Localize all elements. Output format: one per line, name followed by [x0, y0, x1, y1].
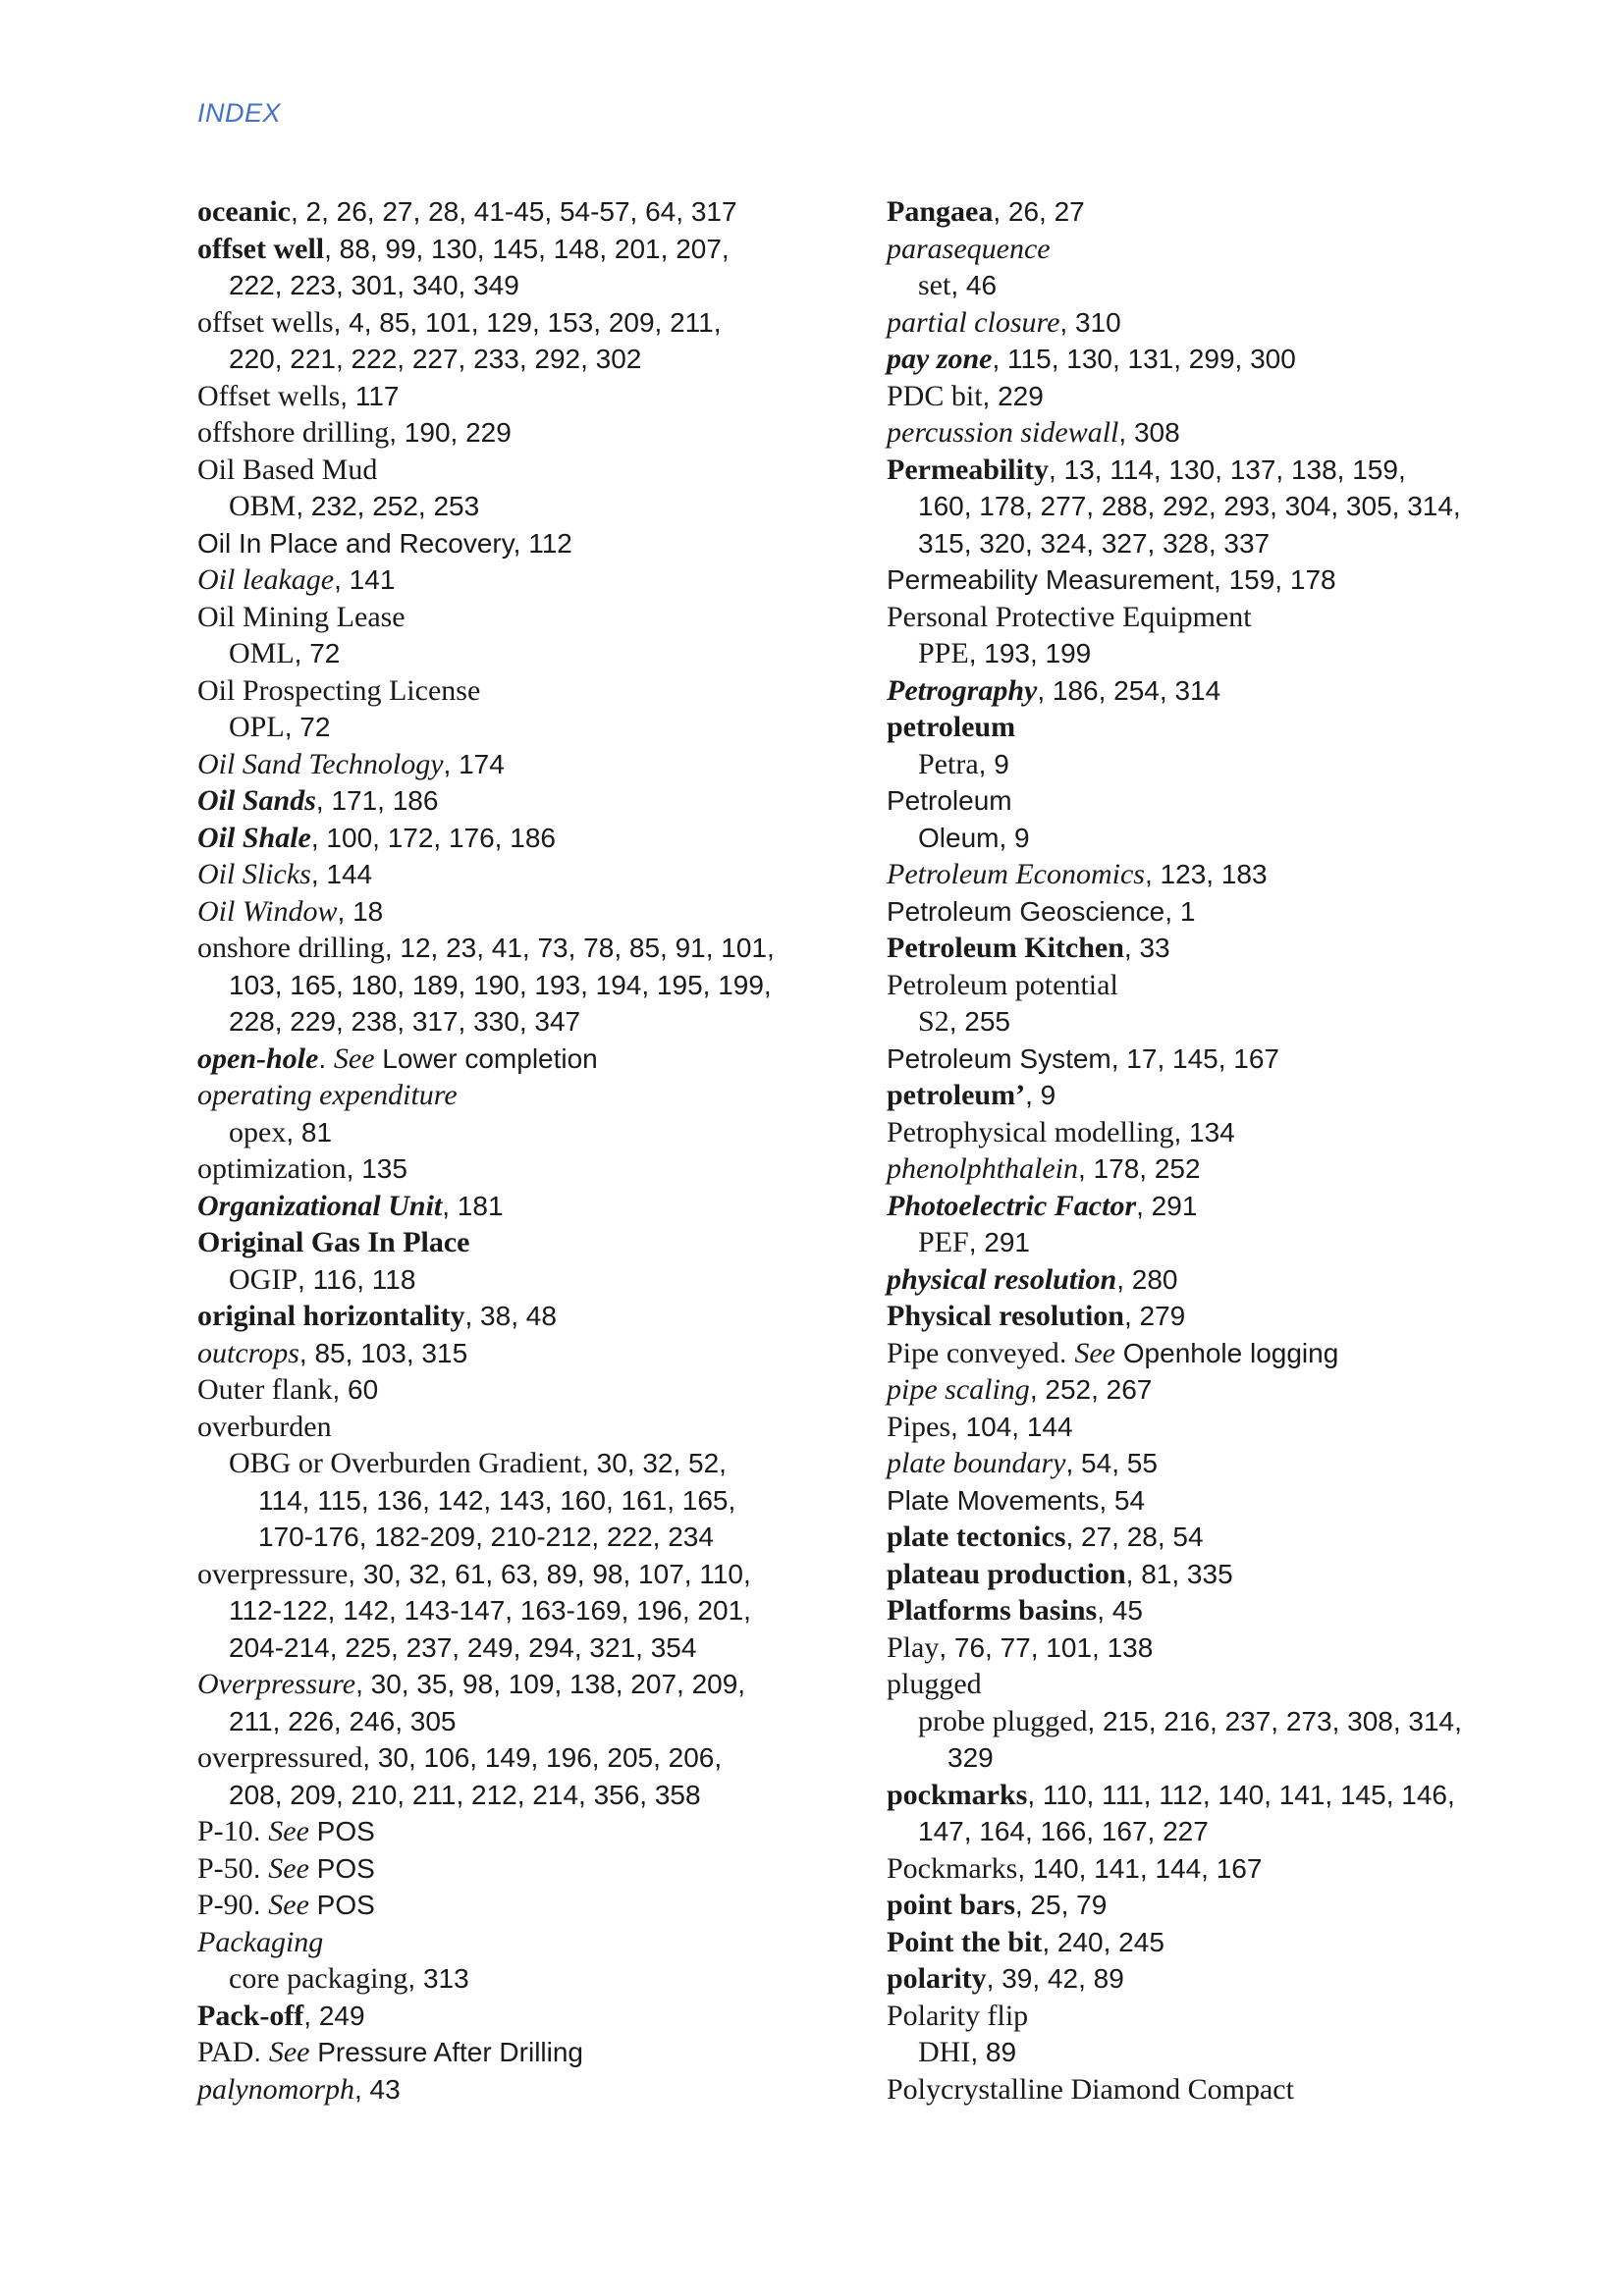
index-entry [887, 746, 1515, 783]
index-term: Photoelectric Factor [887, 1189, 1137, 1222]
index-entry [887, 820, 1515, 857]
page-locators: Lower completion [374, 1042, 598, 1074]
index-term: 204-214, 225, 237, 249, 294, 321, 354 [229, 1631, 697, 1663]
page-locators: , 159, 178 [1214, 564, 1336, 595]
index-term: PPE [918, 637, 969, 669]
index-entry [887, 378, 1515, 415]
page-locators: , 9 [978, 748, 1009, 779]
index-term: Petroleum Kitchen [887, 932, 1124, 964]
index-term: optimization [197, 1152, 347, 1185]
index-entry [197, 1371, 826, 1409]
index-term: S2 [918, 1005, 949, 1038]
index-term: OGIP [229, 1262, 298, 1296]
index-term: 208, 209, 210, 211, 212, 214, 356, 358 [229, 1779, 701, 1810]
index-entry [197, 1924, 826, 1961]
index-entry [197, 1077, 826, 1114]
index-term: Oleum [918, 822, 1000, 853]
index-entry [887, 1924, 1515, 1961]
index-term: offset well [197, 232, 325, 265]
index-entry [197, 1887, 826, 1924]
index-term: pockmarks [887, 1778, 1028, 1811]
page-locators: , 18 [337, 895, 384, 927]
page-locators: , 30, 106, 149, 196, 205, 206, [362, 1742, 723, 1773]
index-entry [197, 1777, 826, 1814]
index-entry [887, 1629, 1515, 1667]
index-term: Polycrystalline Diamond Compact [887, 2072, 1294, 2106]
index-entry [887, 672, 1515, 710]
index-entry [197, 1592, 826, 1629]
index-term: Polarity flip [887, 1999, 1029, 2032]
index-term: pipe scaling [887, 1373, 1030, 1406]
index-term: Pockmarks [887, 1851, 1018, 1885]
index-term: PEF [918, 1226, 969, 1258]
index-entry [197, 856, 826, 893]
index-term: Petroleum Economics [887, 858, 1145, 890]
page-locators: , 30, 32, 52, [581, 1448, 727, 1478]
page-locators: , 89 [970, 2037, 1017, 2067]
index-entry [197, 1261, 826, 1299]
page-locators: , 45 [1097, 1595, 1143, 1626]
page-locators: , 85, 103, 315 [298, 1337, 468, 1368]
index-entry [887, 1114, 1515, 1151]
index-entry [887, 2071, 1515, 2109]
page-locators: , 26, 27 [993, 196, 1085, 227]
page-locators: , 134 [1173, 1116, 1235, 1148]
index-entry [887, 525, 1515, 562]
page-locators: , 255 [948, 1006, 1010, 1037]
index-entry [197, 2034, 826, 2071]
index-term: original horizontality [197, 1300, 465, 1332]
index-entry [887, 304, 1515, 342]
index-entry [887, 2034, 1515, 2071]
page-locators: , 112 [513, 527, 572, 559]
page-locators: , 9 [1025, 1080, 1056, 1110]
page-locators: , 215, 216, 237, 273, 308, 314, [1087, 1705, 1462, 1736]
index-entry [197, 1629, 826, 1667]
index-term: Permeability [887, 453, 1049, 486]
index-entry [887, 1261, 1515, 1299]
index-term: Physical resolution [887, 1300, 1124, 1332]
index-term: Plate Movements [887, 1484, 1100, 1516]
index-term: Organizational Unit [197, 1189, 443, 1222]
index-entry [197, 267, 826, 304]
index-term: 147, 164, 166, 167, 227 [918, 1816, 1209, 1846]
index-entry [197, 930, 826, 967]
index-term: Oil Prospecting License [197, 673, 481, 707]
index-term: Oil In Place and Recovery [197, 527, 514, 559]
index-term: petroleum’ [887, 1079, 1026, 1111]
index-entry [197, 746, 826, 783]
page-locators: , 2, 26, 27, 28, 41-45, 54-57, 64, 317 [290, 196, 737, 227]
index-term: Petroleum [887, 785, 1012, 816]
index-column-left [197, 193, 826, 2108]
index-term: pay zone [887, 343, 993, 375]
index-entry [887, 967, 1515, 1004]
index-entry [197, 1409, 826, 1446]
index-term: Oil Slicks [197, 858, 311, 890]
page-locators: , 141 [334, 564, 396, 595]
index-entry [197, 1041, 826, 1078]
page-locators: , 232, 252, 253 [296, 491, 480, 521]
index-term: Petroleum System [887, 1042, 1111, 1074]
index-term: 112-122, 142, 143-147, 163-169, 196, 201, [229, 1595, 751, 1626]
index-entry [197, 2071, 826, 2109]
index-term: onshore drilling [197, 932, 385, 964]
page-locators: , 186, 254, 314 [1037, 674, 1221, 706]
page-locators: , 38, 48 [464, 1301, 557, 1331]
index-entry [887, 1224, 1515, 1261]
page-locators: , 229 [982, 380, 1044, 411]
index-term: Pangaea [887, 195, 994, 228]
index-entry [197, 599, 826, 636]
index-term: overpressured [197, 1741, 363, 1774]
index-term: oceanic [197, 195, 291, 228]
page-locators: , 4, 85, 101, 129, 153, 209, 211, [333, 306, 722, 338]
index-term: Play [887, 1630, 940, 1664]
index-term: set [918, 269, 951, 301]
index-entry [887, 193, 1515, 231]
index-entry [887, 1777, 1515, 1814]
page-locators: , 81, 335 [1125, 1558, 1233, 1589]
index-term: operating expenditure [197, 1079, 458, 1111]
page-locators: , 117 [340, 380, 400, 411]
index-term: Petroleum Geoscience [887, 895, 1165, 927]
index-entry [197, 635, 826, 672]
index-term: 103, 165, 180, 189, 190, 193, 194, 195, 199, [229, 969, 772, 1000]
page-locators: , 291 [968, 1227, 1030, 1257]
index-term: parasequence [887, 232, 1051, 265]
index-entry [197, 820, 826, 857]
index-term: Oil Mining Lease [197, 600, 406, 633]
index-term: 329 [947, 1742, 994, 1773]
index-term: Original Gas In Place [197, 1226, 470, 1258]
index-term: P-10 [197, 1815, 253, 1847]
index-term: palynomorph [197, 2072, 354, 2106]
see-reference: See [268, 1889, 309, 1921]
index-entry [887, 1592, 1515, 1629]
index-entry [887, 267, 1515, 304]
index-entry [197, 193, 826, 231]
index-entry [887, 1482, 1515, 1520]
page-locators: , 17, 145, 167 [1110, 1042, 1280, 1074]
index-entry [197, 231, 826, 268]
index-term: 220, 221, 222, 227, 233, 292, 302 [229, 344, 642, 374]
index-term: Oil Window [197, 894, 338, 928]
page-locators: , 72 [294, 638, 341, 668]
page-locators: , 43 [354, 2073, 401, 2105]
page-locators: , 25, 79 [1014, 1890, 1108, 1920]
index-entry [887, 1813, 1515, 1850]
page-locators: , 181 [442, 1190, 504, 1221]
index-term: Pipe conveyed [887, 1336, 1059, 1369]
page-locators: . [253, 2037, 269, 2067]
page-locators: , 81 [286, 1116, 333, 1148]
index-term: phenolphthalein [887, 1152, 1078, 1185]
page-locators: , 313 [407, 1963, 469, 1994]
page-locators: , 30, 35, 98, 109, 138, 207, 209, [355, 1669, 746, 1699]
index-entry [887, 488, 1515, 525]
index-entry [887, 856, 1515, 893]
index-term: Permeability Measurement [887, 564, 1215, 595]
index-entry [887, 635, 1515, 672]
see-reference: See [268, 2036, 310, 2068]
index-term: Offset wells [197, 379, 341, 412]
see-reference: See [1074, 1336, 1115, 1369]
index-term: open-hole [197, 1041, 319, 1075]
index-term: plate tectonics [887, 1521, 1066, 1553]
index-term: 228, 229, 238, 317, 330, 347 [229, 1006, 581, 1037]
page-locators: , 308 [1118, 417, 1180, 448]
page-locators: , 279 [1123, 1301, 1186, 1331]
index-term: Oil Shale [197, 821, 311, 854]
index-term: outcrops [197, 1336, 299, 1369]
page-locators: , 144 [310, 859, 373, 889]
index-entry [197, 1224, 826, 1261]
page-locators: , 46 [950, 270, 998, 300]
page-locators: , 104, 144 [950, 1411, 1073, 1442]
page-locators: , 9 [999, 822, 1030, 853]
index-term: point bars [887, 1889, 1015, 1921]
index-entry [887, 1666, 1515, 1703]
index-term: OML [229, 637, 295, 669]
index-term: polarity [887, 1962, 987, 1995]
page-locators: . [1058, 1337, 1075, 1368]
index-entry [887, 1960, 1515, 1998]
page-locators: , 110, 111, 112, 140, 141, 145, 146, [1027, 1779, 1455, 1810]
page-locators: , 280 [1116, 1263, 1178, 1295]
index-term: OBG or Overburden Gradient [229, 1447, 582, 1479]
page-locators: , 88, 99, 130, 145, 148, 201, 207, [324, 233, 730, 264]
index-entry [197, 1335, 826, 1372]
index-term: offset wells [197, 305, 334, 339]
index-entry [887, 414, 1515, 452]
page-locators: , 140, 141, 144, 167 [1017, 1852, 1263, 1884]
page-locators: , 116, 118 [298, 1263, 416, 1295]
page-locators: , 174 [443, 748, 505, 779]
index-entry [197, 452, 826, 489]
page-locators: , 123, 183 [1144, 859, 1268, 889]
index-entry [197, 1850, 826, 1888]
page-locators: . [318, 1042, 334, 1074]
page-locators: , 33 [1123, 933, 1170, 963]
index-entry [197, 1150, 826, 1188]
see-reference: See [333, 1041, 375, 1075]
index-entry [197, 341, 826, 378]
index-term: Platforms basins [887, 1594, 1098, 1627]
page-locators: , 178, 252 [1077, 1153, 1201, 1184]
page-locators: , 190, 229 [389, 417, 512, 448]
index-entry [197, 1445, 826, 1482]
index-entry [197, 1003, 826, 1041]
page-locators: , 100, 172, 176, 186 [310, 822, 556, 853]
page-locators: , 249 [303, 2000, 365, 2031]
index-entry [887, 1371, 1515, 1409]
index-entry [197, 1519, 826, 1556]
page-locators: , 252, 267 [1029, 1374, 1153, 1405]
page-locators: , 291 [1136, 1190, 1198, 1221]
index-column-right [887, 193, 1515, 2108]
index-term: Petroleum potential [887, 968, 1118, 1001]
page-locators: , 54 [1099, 1484, 1146, 1516]
index-entry [197, 782, 826, 820]
page-locators: , 135 [346, 1153, 407, 1184]
index-term: Personal Protective Equipment [887, 600, 1252, 633]
index-term: 211, 226, 246, 305 [229, 1705, 457, 1736]
index-entry [887, 1041, 1515, 1078]
index-entry [197, 1114, 826, 1151]
page-locators: . [252, 1816, 269, 1846]
index-term: overpressure [197, 1557, 349, 1590]
index-entry [887, 1188, 1515, 1225]
index-term: 114, 115, 136, 142, 143, 160, 161, 165, [258, 1484, 736, 1516]
index-entry [887, 1556, 1515, 1593]
page-locators: , 60 [332, 1374, 379, 1405]
page-locators: , 72 [284, 712, 331, 742]
see-reference: See [268, 1815, 309, 1847]
page-locators: Openhole logging [1114, 1337, 1339, 1368]
index-entry [197, 1666, 826, 1703]
page-locators: . [252, 1852, 269, 1884]
index-entry [887, 1739, 1515, 1777]
index-term: opex [229, 1115, 287, 1148]
index-term: OBM [229, 490, 297, 522]
page-locators: , 171, 186 [315, 785, 439, 816]
index-term: Oil Sands [197, 784, 316, 817]
index-term: DHI [918, 2036, 971, 2068]
index-entry [197, 1960, 826, 1998]
index-entry [197, 525, 826, 562]
index-term: 160, 178, 277, 288, 292, 293, 304, 305, 314, [918, 491, 1461, 521]
page-locators: , 240, 245 [1042, 1926, 1164, 1957]
index-entry [197, 561, 826, 599]
index-entry [887, 893, 1515, 931]
index-entry [887, 341, 1515, 378]
index-term: Oil Sand Technology [197, 747, 444, 780]
index-term: Petrography [887, 673, 1038, 707]
page-locators: , 115, 130, 131, 299, 300 [992, 344, 1296, 374]
index-term: plate boundary [887, 1447, 1066, 1479]
index-entry [887, 1150, 1515, 1188]
index-entry [197, 488, 826, 525]
index-term: Pipes [887, 1410, 951, 1443]
index-term: PDC bit [887, 379, 983, 412]
index-entry [197, 893, 826, 931]
index-entry [197, 1556, 826, 1593]
index-entry [197, 1188, 826, 1225]
index-term: Packaging [197, 1925, 324, 1958]
page-locators: , 12, 23, 41, 73, 78, 85, 91, 101, [384, 933, 775, 963]
index-entry [197, 1739, 826, 1777]
index-entry [197, 967, 826, 1004]
index-term: overburden [197, 1410, 332, 1443]
page-locators: Pressure After Drilling [309, 2037, 584, 2067]
index-term: physical resolution [887, 1262, 1117, 1296]
index-entry [197, 1703, 826, 1740]
index-term: plateau production [887, 1557, 1126, 1590]
index-entry [887, 1003, 1515, 1041]
index-entry [197, 709, 826, 746]
index-term: PAD [197, 2036, 254, 2068]
index-entry [887, 1887, 1515, 1924]
index-entry [197, 1813, 826, 1850]
index-term: Overpressure [197, 1668, 356, 1700]
index-entry [197, 1298, 826, 1335]
index-term: plugged [887, 1668, 982, 1700]
index-entry [887, 1298, 1515, 1335]
index-entry [887, 1409, 1515, 1446]
index-entry [197, 414, 826, 452]
index-entry [887, 1703, 1515, 1740]
index-term: petroleum [887, 711, 1016, 743]
index-term: P-90 [197, 1889, 253, 1921]
page-locators: POS [308, 1890, 375, 1920]
index-term: 222, 223, 301, 340, 349 [229, 270, 519, 300]
index-entry [887, 709, 1515, 746]
index-entry [197, 378, 826, 415]
index-entry [887, 1850, 1515, 1888]
see-reference: See [268, 1851, 309, 1885]
page-locators: , 13, 114, 130, 137, 138, 159, [1048, 454, 1406, 485]
index-entry [887, 561, 1515, 599]
index-entry [887, 1519, 1515, 1556]
running-head: INDEX [197, 98, 282, 128]
page-locators: POS [308, 1852, 375, 1884]
index-term: 170-176, 182-209, 210-212, 222, 234 [258, 1522, 714, 1552]
index-term: Oil leakage [197, 563, 335, 596]
index-entry [197, 1998, 826, 2035]
index-term: 315, 320, 324, 327, 328, 337 [918, 527, 1271, 559]
index-term: P-50 [197, 1851, 253, 1885]
index-term: Outer flank [197, 1373, 333, 1406]
page-locators: , 54, 55 [1065, 1448, 1158, 1478]
page-locators: , 310 [1059, 306, 1121, 338]
index-term: Oil Based Mud [197, 453, 378, 486]
page-locators: , 193, 199 [968, 638, 1092, 668]
index-term: Pack-off [197, 1999, 304, 2032]
index-term: OPL [229, 711, 285, 743]
index-term: Petrophysical modelling [887, 1115, 1174, 1148]
index-entry [197, 672, 826, 710]
index-entry [887, 930, 1515, 967]
index-entry [887, 231, 1515, 268]
index-term: Petra [918, 747, 979, 780]
page-locators: , 76, 77, 101, 138 [939, 1631, 1154, 1663]
index-entry [197, 1482, 826, 1520]
index-entry [887, 1998, 1515, 2035]
index-term: probe plugged [918, 1704, 1088, 1737]
index-term: Point the bit [887, 1925, 1043, 1958]
index-entry [887, 782, 1515, 820]
page-locators: , 30, 32, 61, 63, 89, 98, 107, 110, [348, 1558, 751, 1589]
index-term: partial closure [887, 305, 1060, 339]
index-entry [887, 452, 1515, 489]
index-entry [887, 1445, 1515, 1482]
page-locators: , 27, 28, 54 [1065, 1522, 1204, 1552]
page-locators: , 39, 42, 89 [986, 1963, 1124, 1994]
index-entry [887, 1077, 1515, 1114]
index-term: core packaging [229, 1962, 408, 1995]
page-locators: . [252, 1890, 269, 1920]
index-term: offshore drilling [197, 416, 390, 449]
page-locators: , 1 [1164, 895, 1196, 927]
index-term: percussion sidewall [887, 416, 1119, 449]
index-entry [197, 304, 826, 342]
page-locators: POS [308, 1816, 375, 1846]
index-entry [887, 1335, 1515, 1372]
index-entry [887, 599, 1515, 636]
